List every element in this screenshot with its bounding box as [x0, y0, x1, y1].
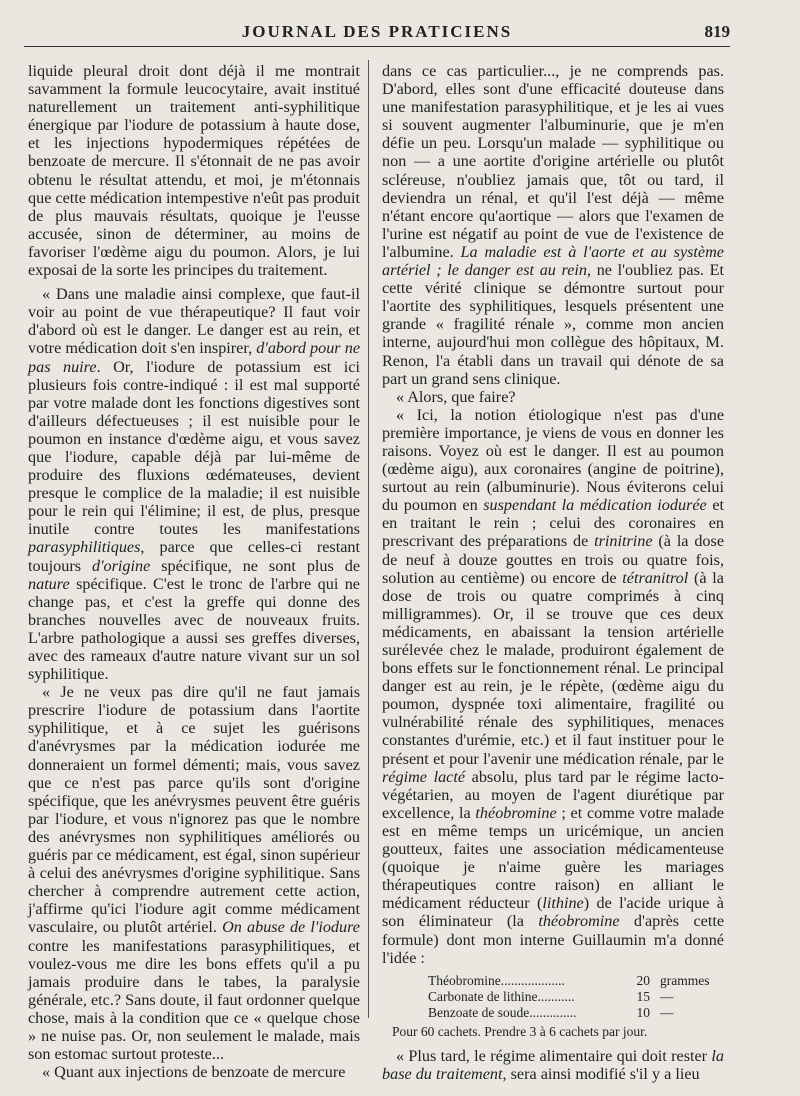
- ingredient-quantity: 20: [636, 972, 650, 988]
- prescription-row: [428, 989, 724, 1005]
- italic-run: théobromine: [538, 912, 620, 931]
- running-title: JOURNAL DES PRATICIENS: [241, 22, 513, 41]
- ingredient-quantity: 15: [636, 988, 650, 1004]
- text-run: , parce que celles-ci restant toujours: [28, 538, 360, 575]
- text-run: contre les manifestations parasyphilitiques, et voulez-vous me dire les bons effets qu'il a pu jamais produire dans le tabes, la paralysie générale, etc.? Sans doute, il faut ordonner quelque chose, mais à la condition que ce « quelque chose » ne nuise pas. Or, non seulement le malade, mais son estomac surtout proteste...: [28, 936, 360, 1064]
- text-run: « Dans une maladie ainsi complexe, que faut-il voir au point de vue thérapeutique? Il faut voir d'abord où est le danger. Le danger est au rein, et votre médication doit s'en inspirer,: [28, 285, 360, 358]
- italic-run: la base du traitement: [382, 1046, 724, 1083]
- italic-run: d'abord pour ne pas nuire: [28, 339, 360, 376]
- left-column: [28, 62, 360, 1081]
- prescription-table: [428, 973, 724, 1021]
- text-run: spécifique. C'est le tronc de l'arbre qui ne change pas, et c'est la greffe qui donne des branches nouvelles avec de nouveaux fruits. L'arbre pathologique a aussi ses greffes diverses, avec des rameaux d'autre nature vivant sur un sol syphilitique.: [28, 574, 360, 684]
- paragraph: [28, 683, 360, 1063]
- text-run: , ne l'oubliez pas. Et cette vérité clinique se démontre surtout pour l'aortite des syphilitiques, lesquels présentent une grande « fragilité rénale », comme mon ancien interne, aujourd'hui mon collègue des hôpitaux, M. Renon, l'a établi dans un travail qui dénote de sa part un grand sens clinique.: [382, 261, 724, 388]
- paragraph: [382, 62, 724, 388]
- prescription-note: Pour 60 cachets. Prendre 3 à 6 cachets par jour.: [392, 1023, 648, 1039]
- text-run: ; et comme votre malade est en même temps un uricémique, un ancien goutteux, faites une association médicamenteuse (quoique je n'aime guère les mariages thérapeutiques contre raison) en alliant le médicament réducteur (: [382, 803, 724, 913]
- text-run: absolu, plus tard par le régime lacto-végétarien, au moyen de l'agent diurétique par excellence, la: [382, 767, 724, 822]
- text-run: (à la dose de neuf à douze gouttes en trois ou quatre fois, solution au centième) ou encore de: [382, 532, 724, 587]
- italic-run: La maladie est à l'aorte et au système artériel ; le danger est au rein: [382, 242, 724, 280]
- prescription-row: [428, 973, 724, 989]
- page-number: 819: [704, 22, 730, 41]
- text-run: « Plus tard, le régime alimentaire qui doit rester: [396, 1046, 712, 1065]
- italic-run: nature: [28, 574, 70, 593]
- text-run: d'après cette formule) dont mon interne Guillaumin m'a donné l'idée :: [382, 912, 724, 967]
- text-run: (à la dose de trois ou quatre comprimés à cinq milligrammes). Or, il se trouve que ces deux médicaments, en abaissant la tension artérielle surélevée chez le malade, produiront également de bons effets sur le fonctionnement rénal. Le principal danger est au rein, je le répète, (œdème aigu du poumon, dyspnée toxi alimentaire, fragilité ou vulnérabilité rénale des syphilitiques, menaces constantes d'urémie, etc.) et il faut instituer pour le présent et pour l'avenir une médication rénale, par le: [382, 568, 724, 768]
- italic-run: suspendant la médication iodurée: [483, 496, 707, 515]
- ingredient-unit: —: [660, 988, 674, 1004]
- italic-run: régime lacté: [382, 767, 466, 786]
- italic-run: tétranitrol: [622, 568, 689, 587]
- ingredient-name: Carbonate de lithine...........: [428, 988, 575, 1004]
- italic-run: d'origine: [91, 556, 151, 575]
- page-header: [24, 20, 730, 47]
- text-run: spécifique, ne sont plus de: [150, 556, 361, 575]
- ingredient-name: Benzoate de soude..............: [428, 1004, 577, 1020]
- paragraph: [382, 1047, 724, 1083]
- prescription-row: [428, 1005, 724, 1021]
- text-run: ) de l'acide urique à son éliminateur (la: [382, 894, 724, 931]
- paragraph: [382, 406, 724, 967]
- paragraph: « Alors, que faire?: [396, 387, 516, 406]
- text-run: dans ce cas particulier..., je ne comprends pas. D'abord, elles sont d'une efficacité douteuse dans une manifestation parasyphilitique, et je les ai vues si souvent augmenter l'albuminurie, que je m'en défie un peu. Lorsqu'un malade — syphilitique ou non — a une aortite d'origine artérielle ou plutôt scléreuse, n'oubliez jamais que, tôt ou tard, il deviendra un rénal, et qu'il l'est déjà — même n'étant encore qu'aortique — alors que l'examen de l'urine est négatif au point de vue de l'existence de l'albumine.: [382, 62, 724, 261]
- ingredient-quantity: 10: [636, 1004, 650, 1020]
- italic-run: parasyphilitiques: [28, 538, 141, 557]
- text-run: . Or, l'iodure de potassium est ici plusieurs fois contre-indiqué : il est mal supporté par votre malade dont les fonctions digestives sont d'ailleurs défectueuses ; il est nuisible pour le poumon en instance d'œdème aigu, et vous savez que l'iodure, capable déjà par lui-même de produire des fluxions œdémateuses, devient presque le complice de la maladie; il est nuisible pour le rein qui l'élimine; il est, de plus, presque inutile contre toutes les manifestations: [28, 357, 360, 539]
- italic-run: trinitrine: [594, 532, 653, 551]
- text-run: et en traitant le rein ; celui des coronaires en prescrivant des préparations de: [382, 496, 724, 551]
- ingredient-unit: grammes: [660, 972, 710, 988]
- italic-run: On abuse de l'iodure: [222, 918, 360, 937]
- text-run: « Je ne veux pas dire qu'il ne faut jamais prescrire l'iodure de potassium dans l'aortite syphilitique, et à ce sujet les guérisons d'anévrysmes par la médication iodurée me donneraient un formel démenti; mais, vous savez que ce n'est pas parce qu'ils sont d'origine spécifique, que les anévrysmes peuvent être guéris par l'iodure, et vous n'ignorez pas que le nombre des anévrysmes non syphilitiques améliorés ou guéris par ce médicament, est égal, sinon supérieur à celui des anévrysmes d'origine syphilitique. Sans chercher à comprendre autrement cette action, j'affirme qu'ici l'iodure agit comme médicament vasculaire, ou plutôt artériel.: [28, 683, 360, 937]
- paragraph: [28, 285, 360, 683]
- text-run: « Ici, la notion étiologique n'est pas d'une première importance, je viens de vous en donner les raisons. Voyez où est le danger. Il est au poumon (œdème aigu), aux coronaires (angine de poitrine), surtout au rein (albuminurie). Nous éviterons celui du poumon en: [382, 405, 724, 515]
- italic-run: lithine: [542, 894, 584, 913]
- italic-run: théobromine: [475, 803, 557, 822]
- text-run: , sera ainsi modifié s'il y a lieu: [502, 1064, 700, 1083]
- paragraph: liquide pleural droit dont déjà il me montrait savamment la formule leucocytaire, avait institué naturellement un traitement anti-syphilitique énergique par l'iodure de potassium à haute dose, et les injections hypodermiques répétées de benzoate de mercure. Il s'étonnait de ne pas avoir obtenu le résultat attendu, et moi, je m'étonnais que cette médication intempestive n'eût pas produit de plus mauvais résultats, quoique je l'eusse accusée, sinon de déterminer, au moins de favoriser l'œdème aigu du poumon. Alors, je lui exposai de la sorte les principes du traitement.: [28, 62, 360, 280]
- paragraph: « Quant aux injections de benzoate de mercure: [42, 1063, 346, 1082]
- ingredient-unit: —: [660, 1004, 674, 1020]
- right-column: [382, 62, 724, 1083]
- column-divider: [368, 60, 369, 1018]
- ingredient-name: Théobromine...................: [428, 972, 565, 988]
